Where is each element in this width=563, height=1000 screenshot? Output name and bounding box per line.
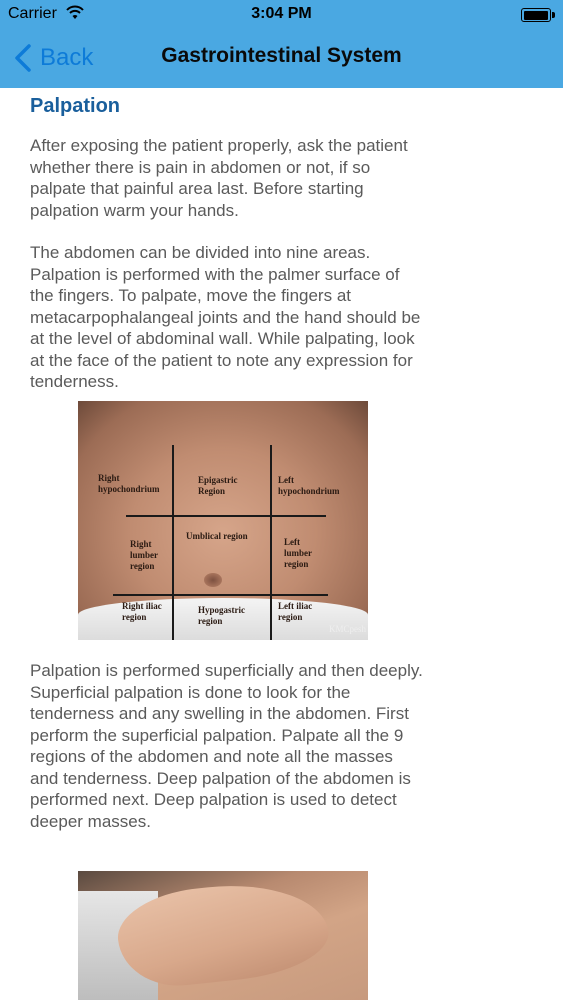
- battery-fill: [524, 11, 548, 20]
- navigation-bar: [0, 30, 563, 88]
- region-label-right-iliac: Right iliac region: [122, 601, 162, 622]
- battery-icon: [521, 8, 551, 22]
- grid-line-horizontal-bottom: [113, 594, 328, 596]
- grid-line-vertical-left: [172, 445, 174, 640]
- paragraph: Palpation is performed superficially and then deeply. Superficial palpation is done to look for the tenderness and any swelling in the abdomen. First perform the superficial palpation. Palpate all the 9 regions of the abdomen and note all the masses and tenderness. Deep palpation of the abdomen is performed next. Deep palpation is used to detect deeper masses.: [30, 661, 423, 831]
- region-label-right-lumber: Right lumber region: [130, 539, 158, 571]
- region-label-umblical: Umblical region: [186, 531, 248, 541]
- status-time: 3:04 PM: [251, 5, 312, 22]
- region-label-right-hypochondrium: Right hypochondrium: [98, 473, 160, 494]
- paragraph: The abdomen can be divided into nine areas. Palpation is performed with the palmer surface of the fingers. To palpate, move the fingers at metacarpophalangeal joints and the hand should be at the level of abdominal wall. While palpating, look at the face of the patient to note any expression for tenderness.: [30, 243, 421, 391]
- region-label-left-iliac: Left iliac region: [278, 601, 313, 622]
- abdomen-regions-image: [78, 401, 368, 640]
- section-title: Palpation: [30, 95, 121, 117]
- carrier-label: Carrier: [8, 5, 57, 22]
- navel-shape: [204, 573, 222, 587]
- article-content: [30, 88, 425, 393]
- palpation-photo: [78, 871, 368, 1000]
- top-bar: [0, 0, 563, 88]
- region-label-left-lumber: Left lumber region: [284, 537, 312, 569]
- back-label: Back: [40, 44, 94, 71]
- grid-line-horizontal-top: [126, 515, 326, 517]
- paragraph: After exposing the patient properly, ask the patient whether there is pain in abdomen or not, if so palpate that painful area last. Before starting palpation warm your hands.: [30, 136, 408, 220]
- region-label-hypogastric: Hypogastric region: [198, 605, 245, 626]
- region-label-left-hypochondrium: Left hypochondrium: [278, 475, 340, 496]
- image-watermark: KMCpesh: [328, 624, 366, 634]
- grid-line-vertical-right: [270, 445, 272, 640]
- status-bar: [0, 0, 563, 30]
- region-label-epigastric: Epigastric Region: [198, 475, 238, 496]
- page-title: Gastrointestinal System: [161, 44, 402, 67]
